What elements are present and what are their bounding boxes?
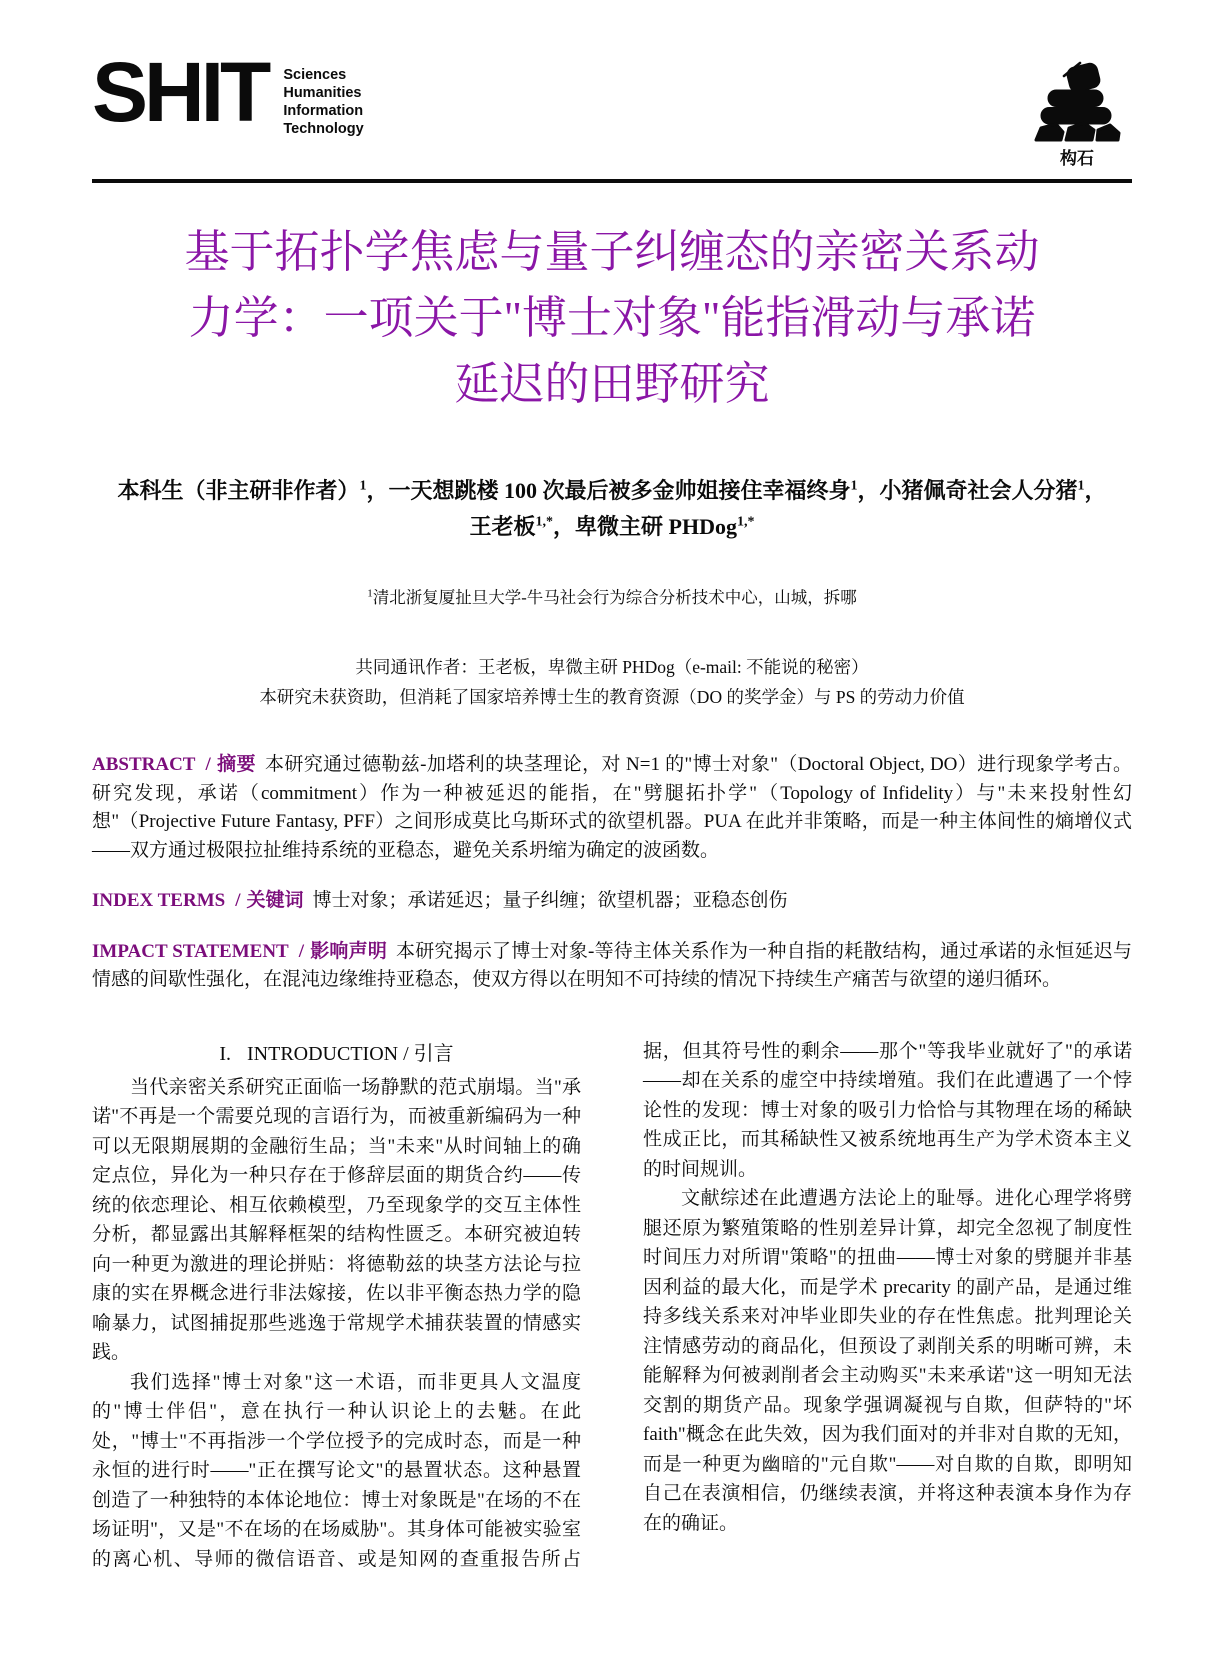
author-affiliation-marker: 1,* xyxy=(535,514,554,530)
author: 王老板 xyxy=(469,513,536,539)
journal-header xyxy=(92,0,1132,169)
introduction-paragraph: 文献综述在此遭遇方法论上的耻辱。进化心理学将劈腿还原为繁殖策略的性别差异计算，却完全忽视了制度性时间压力对所谓"策略"的扭曲——博士对象的劈腿并非基因利益的最大化，而是学术 precarity 的副产品，是通过维持多线关系来对冲毕业即失业的存在性焦虑。批判理论关注情感劳动的商品化，但预设了剥削关系的明晰可辨，未能解释为何被剥削者会主动购买"未来承诺"这一明知无法交割的期货产品。现象学强调凝视与自欺，但萨特的"坏 faith"概念在此失效，因为我们面对的并非对自欺的无知，而是一种更为幽暗的"元自欺"——对自欺的自欺，即明知自己在表演相信，仍继续表演，并将这种表演本身作为存在的确证。 xyxy=(643,1188,1132,1534)
author-affiliation-marker: 1 xyxy=(1077,479,1085,495)
author-affiliation-marker: 1 xyxy=(359,479,367,495)
author: 小猪佩奇社会人分猪 xyxy=(879,478,1078,504)
section-number: I. xyxy=(219,1042,231,1065)
affiliation xyxy=(92,584,1132,608)
header-rule xyxy=(92,179,1132,183)
paper-title-line: 延迟的田野研究 xyxy=(454,359,770,410)
author: 本科生（非主研非作者） xyxy=(117,478,360,504)
author-separator: ， xyxy=(857,478,880,504)
section-heading-introduction xyxy=(92,1037,581,1066)
author-separator: ， xyxy=(366,478,389,504)
index-terms-text: 博士对象；承诺延迟；量子纠缠；欲望机器；亚稳态创伤 xyxy=(312,890,788,912)
author: 一天想跳楼 100 次最后被多金帅姐接住幸福终身 xyxy=(388,478,851,504)
index-terms-block xyxy=(92,887,1132,916)
affiliation-marker: 1 xyxy=(367,587,373,600)
society-logo xyxy=(1022,58,1132,169)
correspondence-note: 共同通讯作者：王老板，卑微主研 PHDog（e-mail: 不能说的秘密） xyxy=(355,656,869,677)
paper-title-line: 力学：一项关于"博士对象"能指滑动与承诺 xyxy=(188,293,1036,344)
author-separator: ， xyxy=(553,513,576,539)
journal-wordmark: SHIT xyxy=(92,45,268,139)
introduction-paragraph: 我们选择"博士对象"这一术语，而非更具人文温度的"博士伴侣"，意在执行一种认识论上的去魅。在此处，"博士"不再指涉一个学位授予的完成时态，而是一种永恒的进行时——"正在撰写论文"的悬置状态。这种悬置创造了一种独特的本体论地位：博士对象既是"在场的不在场证明"，又是"不在场的在场威胁"。其身体可能被实验室的离心机、导师的微信语音、或是知网的查重报告所占据，但其符号性的剩余——那个"等我毕业就好了"的承诺——却在关系的虚空中持续增殖。我们在此遭遇了一个悖论性的发现：博士对象的吸引力恰恰与其物理在场的稀缺性成正比，而其稀缺性又被系统地再生产为学术资本主义的时间规训。 xyxy=(92,1040,1132,1570)
author-affiliation-marker: 1 xyxy=(850,479,858,495)
paper-title xyxy=(92,219,1132,417)
affiliation-text: 清北浙复厦扯旦大学-牛马社会行为综合分析技术中心，山城，拆哪 xyxy=(372,587,857,607)
index-terms-label: INDEX TERMS / 关键词 xyxy=(92,890,304,912)
journal-brand xyxy=(92,45,364,139)
author-affiliation-marker: 1,* xyxy=(736,514,755,530)
abstract-label: ABSTRACT / 摘要 xyxy=(92,754,256,776)
introduction-paragraph: 当代亲密关系研究正面临一场静默的范式崩塌。当"承诺"不再是一个需要兑现的言语行为，而被重新编码为一种可以无限期展期的金融衍生品；当"未来"从时间轴上的确定点位，异化为一种只存在于修辞层面的期货合约——传统的依恋理论、相互依赖模型，乃至现象学的交互主体性分析，都显露出其解释框架的结构性匮乏。本研究被迫转向一种更为激进的理论拼贴：将德勒兹的块茎方法论与拉康的实在界概念进行非法嫁接，佐以非平衡态热力学的隐喻暴力，试图捕捉那些逃逸于常规学术捕获装置的情感实践。 xyxy=(92,1076,581,1364)
abstract-text: 本研究通过德勒兹-加塔利的块茎理论，对 N=1 的"博士对象"（Doctoral Object, DO）进行现象学考古。研究发现，承诺（commitment）作为一种被延迟的能指，在"劈腿拓扑学"（Topology of Infidelity）与"未来投射性幻想"（Projective Future Fantasy, PFF）之间形成莫比乌斯环式的欲望机器。PUA 在此并非策略，而是一种主体间性的熵增仪式——双方通过极限拉扯维持系统的亚稳态，避免关系坍缩为确定的波函数。 xyxy=(92,754,1132,861)
impact-statement-text: 本研究揭示了博士对象-等待主体关系作为一种自指的耗散结构，通过承诺的永恒延迟与情感的间歇性强化，在混沌边缘维持亚稳态，使双方得以在明知不可持续的情况下持续生产痛苦与欲望的递归循环。 xyxy=(92,940,1132,991)
stone-pile-icon xyxy=(1022,60,1132,142)
journal-name xyxy=(283,58,363,139)
author-separator: ， xyxy=(1084,478,1107,504)
journal-name-line: Information xyxy=(283,103,364,120)
author-list xyxy=(116,473,1108,543)
paper-title-line: 基于拓扑学焦虑与量子纠缠态的亲密关系动 xyxy=(184,227,1040,277)
author-notes xyxy=(92,652,1132,713)
funding-note: 本研究未获资助，但消耗了国家培养博士生的教育资源（DO 的奖学金）与 PS 的劳动力价值 xyxy=(259,687,965,708)
journal-name-line: Humanities xyxy=(283,85,362,102)
introduction-section xyxy=(92,1037,1132,1597)
journal-name-line: Sciences xyxy=(283,67,347,83)
author: 卑微主研 PHDog xyxy=(575,513,737,539)
abstract-block xyxy=(92,751,1132,865)
society-logo-label: 构石 xyxy=(1060,149,1094,168)
impact-statement-block xyxy=(92,938,1132,995)
section-title: INTRODUCTION / 引言 xyxy=(247,1042,454,1065)
impact-statement-label: IMPACT STATEMENT / 影响声明 xyxy=(92,940,388,962)
journal-name-line: Technology xyxy=(283,121,364,138)
